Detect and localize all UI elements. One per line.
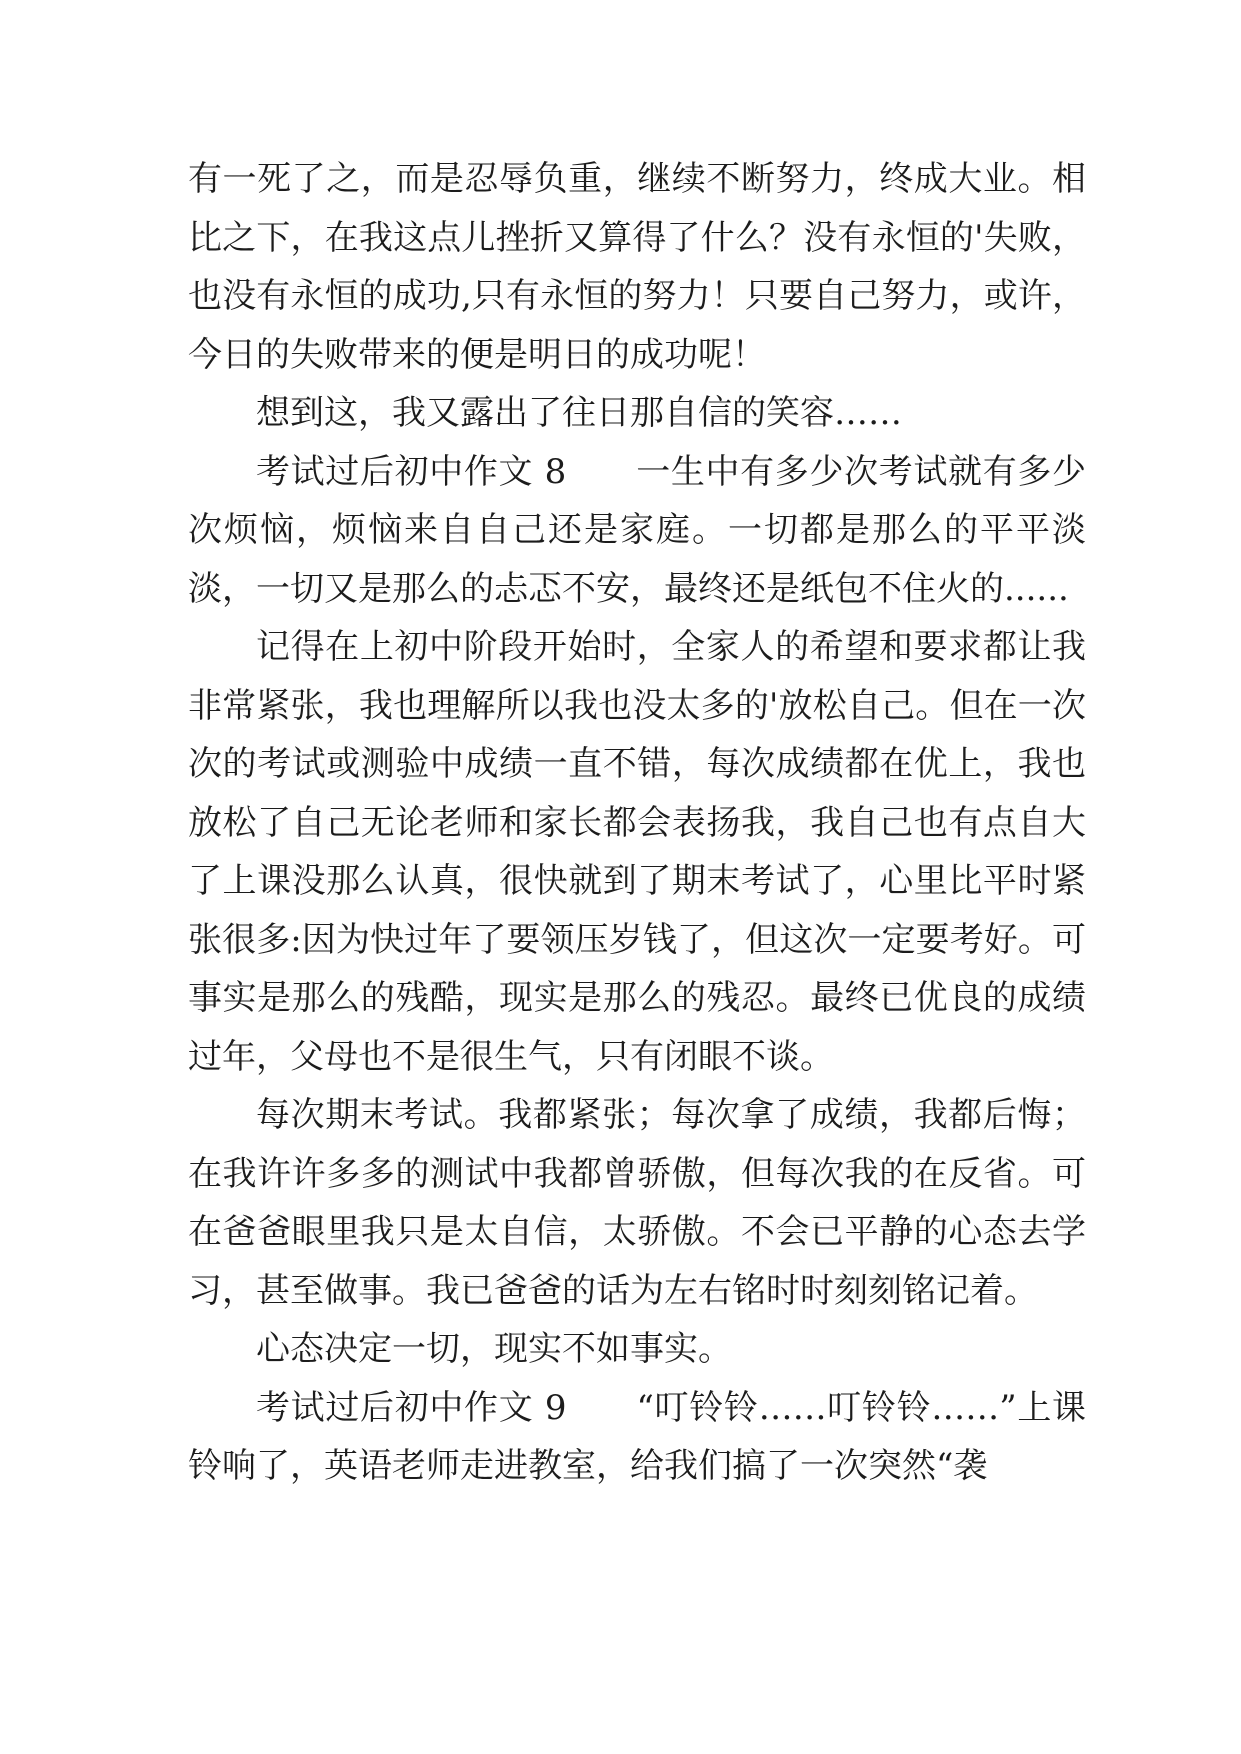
essay-text-block <box>188 150 1086 1496</box>
essay-paragraph-6: 心态决定一切，现实不如事实。 <box>256 1329 732 1369</box>
essay-paragraph-1: 有一死了之，而是忍辱负重，继续不断努力，终成大业。相比之下，在我这点儿挫折又算得了什么？没有永恒的'失败，也没有永恒的成功,只有永恒的努力！只要自己努力，或许，今日的失败带来的便是明日的成功呢！ <box>188 159 1086 375</box>
essay-paragraph-2: 想到这，我又露出了往日那自信的笑容…… <box>256 393 902 433</box>
essay-paragraph-3-section-8: 考试过后初中作文 8 一生中有多少次考试就有多少次烦恼，烦恼来自自己还是家庭。一切都是那么的平平淡淡，一切又是那么的忐忑不安，最终还是纸包不住火的...... <box>188 451 1086 609</box>
essay-paragraph-4: 记得在上初中阶段开始时，全家人的希望和要求都让我非常紧张，我也理解所以我也没太多的'放松自己。但在一次次的考试或测验中成绩一直不错，每次成绩都在优上，我也放松了自己无论老师和家长都会表扬我，我自己也有点自大了上课没那么认真，很快就到了期末考试了，心里比平时紧张很多:因为快过年了要领压岁钱了，但这次一定要考好。可事实是那么的残酷，现实是那么的残忍。最终已优良的成绩过年，父母也不是很生气，只有闭眼不谈。 <box>188 627 1086 1077</box>
essay-paragraph-7-section-9: 考试过后初中作文 9 “叮铃铃……叮铃铃……”上课铃响了，英语老师走进教室，给我们搞了一次突然“袭 <box>188 1387 1086 1486</box>
essay-paragraph-5: 每次期末考试。我都紧张；每次拿了成绩，我都后悔；在我许许多多的测试中我都曾骄傲，但每次我的在反省。可在爸爸眼里我只是太自信，太骄傲。不会已平静的心态去学习，甚至做事。我已爸爸的话为左右铭时时刻刻铭记着。 <box>188 1095 1086 1311</box>
